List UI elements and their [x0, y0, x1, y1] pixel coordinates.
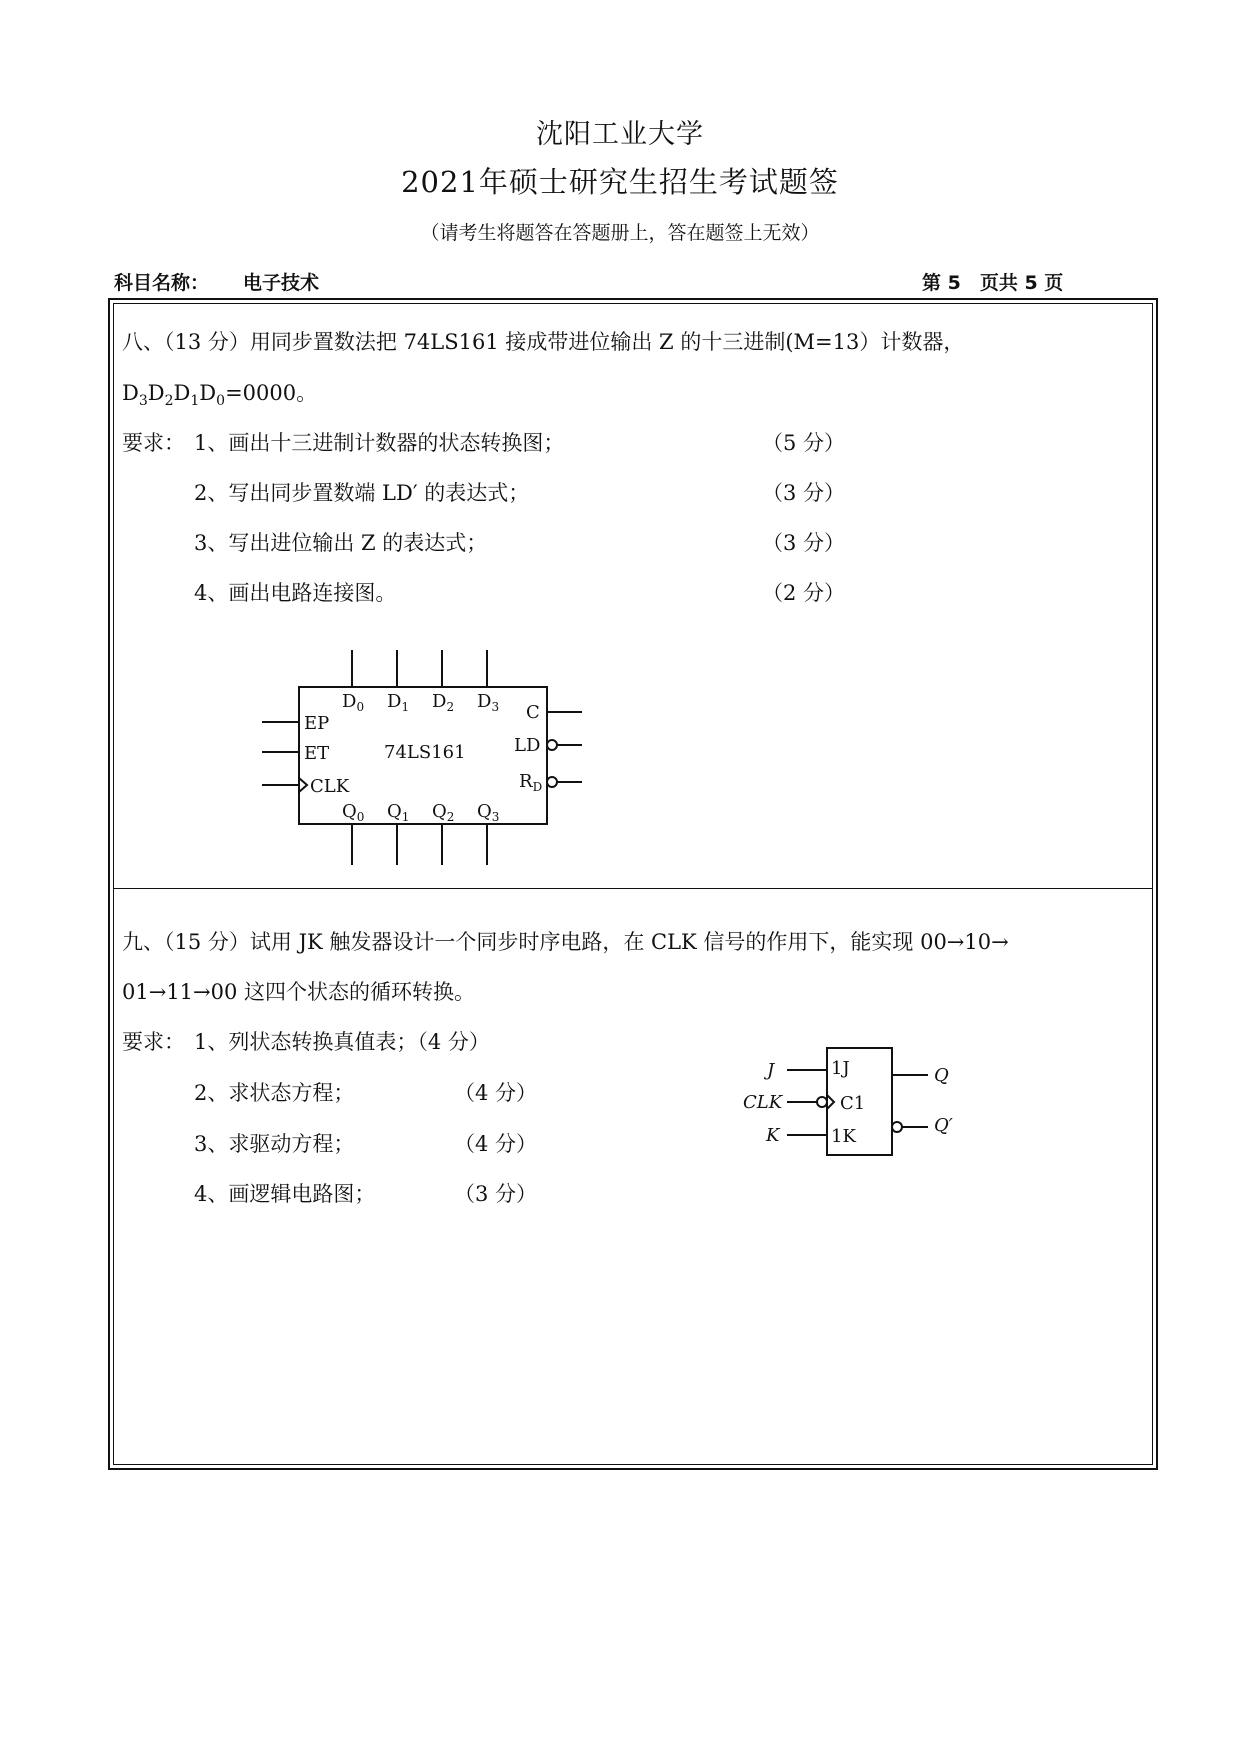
label-d2: $D_2$: [432, 691, 455, 714]
q9-item-2-score: （4 分）: [454, 1081, 538, 1105]
clk-triangle: [299, 778, 307, 792]
label-et: ET: [304, 743, 330, 764]
ff-label-clk: CLK: [743, 1092, 783, 1113]
label-rd: $R_D$: [519, 771, 543, 794]
ff-clk-triangle: [827, 1095, 834, 1109]
label-q3: $Q_3$: [477, 801, 500, 824]
jk-flipflop-diagram: [742, 1040, 962, 1160]
q8-item-2: 2、写出同步置数端 LD′ 的表达式；: [194, 481, 530, 505]
page-info: 第 5 页共 5 页: [922, 272, 1064, 294]
q8-d2: D: [147, 381, 165, 405]
label-c: C: [526, 702, 540, 723]
label-q2: $Q_2$: [432, 801, 455, 824]
q8-intro-line2: [122, 377, 317, 409]
q9-req-label: 要求：: [122, 1030, 185, 1054]
q9-item-2: 2、求状态方程；: [194, 1081, 355, 1105]
rd-bubble: [547, 777, 557, 787]
label-clk: CLK: [310, 776, 350, 797]
q9-intro-line2: 01→11→00 这四个状态的循环转换。: [122, 980, 476, 1004]
ff-pin-1j: 1J: [831, 1058, 850, 1079]
label-ld: LD: [514, 735, 541, 756]
q9-intro-line1: 九、（15 分）试用 JK 触发器设计一个同步时序电路，在 CLK 信号的作用下，能实现 00→10→: [122, 930, 1009, 954]
ld-bubble: [547, 740, 557, 750]
q8-item-4: 4、画出电路连接图。: [194, 581, 397, 605]
ff-pin-1k: 1K: [831, 1126, 856, 1147]
label-q0: $Q_0$: [342, 801, 365, 824]
q9-item-1: 1、列状态转换真值表；（4 分）: [194, 1030, 490, 1054]
subject-value: 电子技术: [243, 272, 320, 294]
ff-pin-c1: C1: [840, 1093, 866, 1114]
exam-note: （请考生将题答在答题册上，答在题签上无效）: [420, 222, 820, 244]
q8-d0-sub: 0: [216, 393, 226, 410]
q8-item-2-score: （3 分）: [762, 481, 846, 505]
q8-item-1: 1、画出十三进制计数器的状态转换图；: [194, 431, 565, 455]
q8-item-4-score: （2 分）: [762, 581, 846, 605]
q8-d-value: =0000。: [225, 381, 318, 405]
subject-label: 科目名称：: [114, 272, 210, 294]
q8-intro-line1: 八、（13 分）用同步置数法把 74LS161 接成带进位输出 Z 的十三进制(M=13）计数器，: [122, 330, 965, 354]
q8-d3: D: [122, 381, 139, 405]
label-d1: $D_1$: [387, 691, 410, 714]
q8-d0: D: [199, 381, 217, 405]
label-d3: $D_3$: [477, 691, 500, 714]
school-name: 沈阳工业大学: [536, 119, 704, 150]
label-d0: $D_0$: [342, 691, 365, 714]
label-ep: EP: [304, 713, 330, 734]
exam-title: 2021年硕士研究生招生考试题签: [401, 165, 839, 199]
q8-d1: D: [173, 381, 191, 405]
q8-d1-sub: 1: [190, 393, 200, 410]
q8-item-3: 3、写出进位输出 Z 的表达式；: [194, 531, 488, 555]
q8-item-1-score: （5 分）: [762, 431, 846, 455]
q9-item-4: 4、画逻辑电路图；: [194, 1182, 376, 1206]
q9-item-3: 3、求驱动方程；: [194, 1132, 355, 1156]
ff-qn-bubble: [892, 1122, 902, 1132]
ff-label-j: J: [767, 1060, 775, 1081]
ff-clk-bubble: [817, 1097, 827, 1107]
q9-item-3-score: （4 分）: [454, 1132, 538, 1156]
ff-out-q: Q: [934, 1065, 949, 1086]
label-chip-name: 74LS161: [384, 742, 466, 763]
label-q1: $Q_1$: [387, 801, 410, 824]
q8-d3-sub: 3: [138, 393, 148, 410]
question-divider: [113, 888, 1153, 889]
ff-label-k: K: [766, 1125, 780, 1146]
q9-item-4-score: （3 分）: [454, 1182, 538, 1206]
q8-item-3-score: （3 分）: [762, 531, 846, 555]
chip-74ls161-diagram: [262, 645, 602, 870]
q8-req-label: 要求：: [122, 431, 185, 455]
ff-out-qn: Q′: [934, 1115, 953, 1136]
q8-d2-sub: 2: [164, 393, 174, 410]
